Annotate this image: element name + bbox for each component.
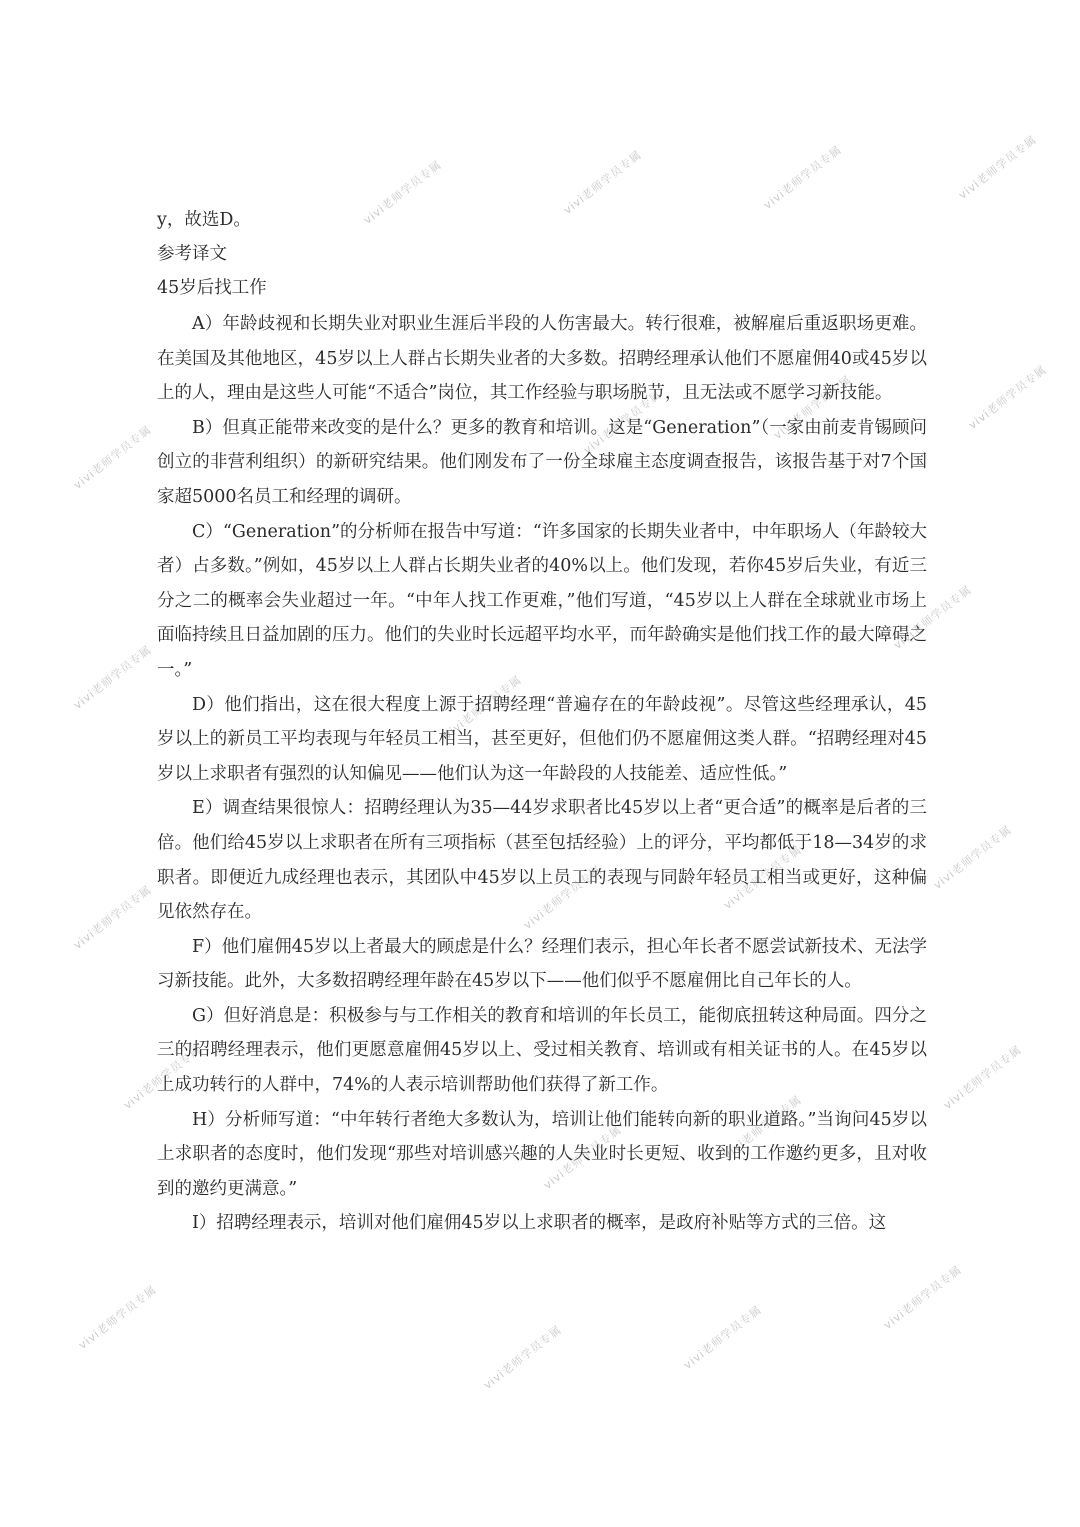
watermark: vivi老师学员专属 [441,673,525,742]
document-body [157,203,927,1241]
watermark: vivi老师学员专属 [361,158,445,227]
paragraph-i: I）招聘经理表示，培训对他们雇佣45岁以上求职者的概率，是政府补贴等方式的三倍。这 [192,1213,887,1234]
watermark: vivi老师学员专属 [581,388,665,457]
watermark: vivi老师学员专属 [71,643,155,712]
watermark: vivi老师学员专属 [761,143,845,212]
watermark: vivi老师学员专属 [541,1123,625,1192]
paragraph-d: D）他们指出，这在很大程度上源于招聘经理“普遍存在的年龄歧视”。尽管这些经理承认，45岁以上的新员工平均表现与年轻员工相当，甚至更好，但他们仍不愿雇佣这类人群。“招聘经理对45岁以上求职者有强烈的认知偏见——他们认为这一年龄段的人技能差、适应性低。” [157,694,927,784]
watermark: vivi老师学员专属 [891,583,975,652]
watermark: vivi老师学员专属 [966,363,1050,432]
watermark: vivi老师学员专属 [721,843,805,912]
watermark: vivi老师学员专属 [956,133,1040,202]
paragraph-h: H）分析师写道：“中年转行者绝大多数认为，培训让他们能转向新的职业道路。”当询问45岁以上求职者的态度时，他们发现“那些对培训感兴趣的人失业时长更短、收到的工作邀约更多，且对收到的邀约更满意。” [157,1109,927,1199]
paragraph-g: G）但好消息是：积极参与与工作相关的教育和培训的年长员工，能彻底扭转这种局面。四分之三的招聘经理表示，他们更愿意雇佣45岁以上、受过相关教育、培训或有相关证书的人。在45岁以上成功转行的人群中，74%的人表示培训帮助他们获得了新工作。 [157,1005,927,1096]
watermark: vivi老师学员专属 [71,423,155,492]
paragraph-f: F）他们雇佣45岁以上者最大的顾虑是什么？经理们表示，担心年长者不愿尝试新技术、无法学习新技能。此外，大多数招聘经理年龄在45岁以下——他们似乎不愿雇佣比自己年长的人。 [157,936,927,992]
watermark: vivi老师学员专属 [721,1093,805,1162]
watermark: vivi老师学员专属 [941,1043,1025,1112]
watermark: vivi老师学员专属 [931,823,1015,892]
watermark: vivi老师学员专属 [121,1043,205,1112]
watermark: vivi老师学员专属 [771,373,855,442]
watermark: vivi老师学员专属 [76,1283,160,1352]
watermark: vivi老师学员专属 [561,148,645,217]
paragraph-c: C）“Generation”的分析师在报告中写道：“许多国家的长期失业者中，中年职场人（年龄较大者）占多数。”例如，45岁以上人群占长期失业者的40%以上。他们发现，若你45岁后失业，有近三分之二的概率会失业超过一年。“中年人找工作更难，”他们写道，“45岁以上人群在全球就业市场上面临持续且日益加剧的压力。他们的失业时长远超平均水平，而年龄确实是他们找工作的最大障碍之一。” [157,521,927,680]
article-title: 45岁后找工作 [157,278,267,298]
paragraph-e: E）调查结果很惊人：招聘经理认为35—44岁求职者比45岁以上者“更合适”的概率是后者的三倍。他们给45岁以上求职者在所有三项指标（甚至包括经验）上的评分，平均都低于18—34岁的求职者。即便近九成经理也表示，其团队中45岁以上员工的表现与同龄年轻员工相当或更好，这种偏见依然存在。 [157,798,927,923]
paragraph-a: A）年龄歧视和长期失业对职业生涯后半段的人伤害最大。转行很难，被解雇后重返职场更难。在美国及其他地区，45岁以上人群占长期失业者的大多数。招聘经理承认他们不愿雇佣40或45岁以上的人，理由是这些人可能“不适合”岗位，其工作经验与职场脱节，且无法或不愿学习新技能。 [157,314,927,404]
watermark: vivi老师学员专属 [71,883,155,952]
watermark: vivi老师学员专属 [521,863,605,932]
watermark: vivi老师学员专属 [881,1263,965,1332]
paragraph-b: B）但真正能带来改变的是什么？更多的教育和培训。这是“Generation”（一家由前麦肯锡顾问创立的非营利组织）的新研究结果。他们刚发布了一份全球雇主态度调查报告，该报告基于对7个国家超5000名员工和经理的调研。 [157,417,927,507]
watermark: vivi老师学员专属 [681,1303,765,1372]
watermark: vivi老师学员专属 [481,1323,565,1392]
section-label: 参考译文 [157,244,227,264]
intro-line: y，故选D。 [157,210,251,230]
